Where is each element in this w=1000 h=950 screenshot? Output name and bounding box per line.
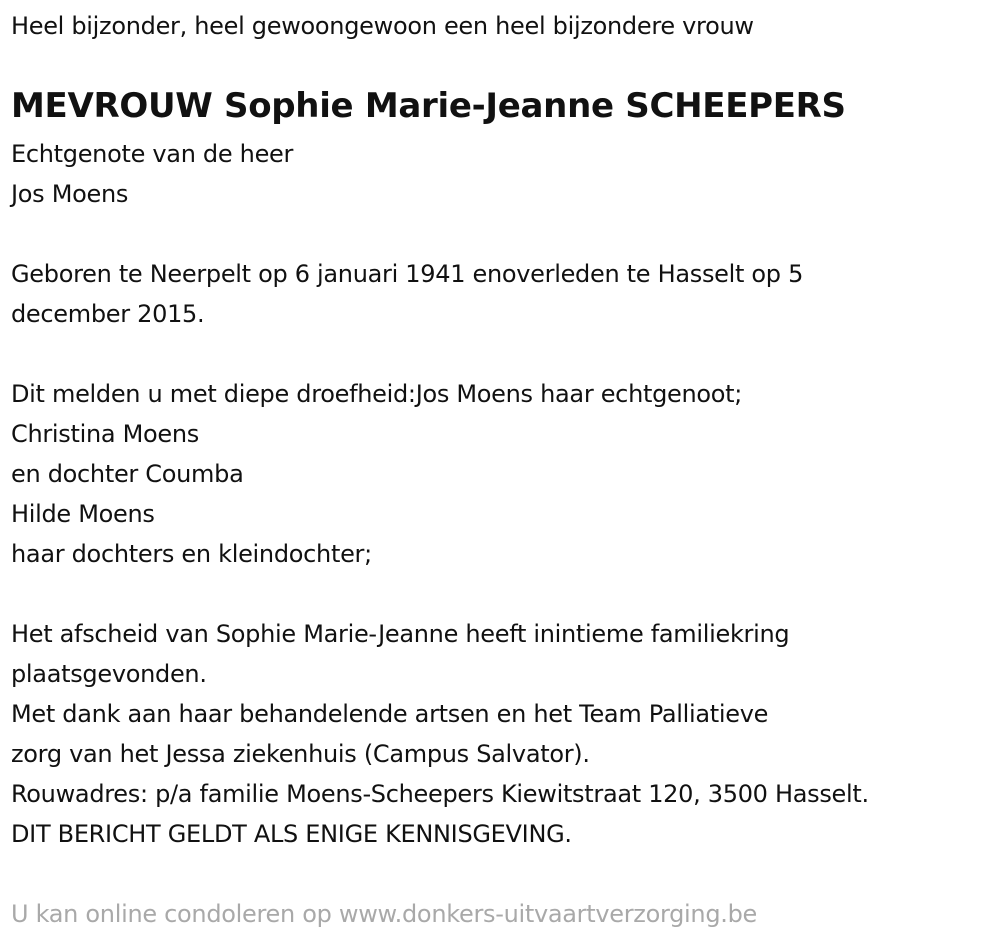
birth-death-line: Geboren te Neerpelt op 6 januari 1941 enoverleden te Hasselt op 5 xyxy=(11,260,804,288)
deceased-name: MEVROUW Sophie Marie-Jeanne SCHEEPERS xyxy=(11,86,846,126)
online-condolence-footer: U kan online condoleren op www.donkers-uitvaartverzorging.be xyxy=(11,900,757,928)
spouse-line: Echtgenote van de heer xyxy=(11,140,294,168)
family-line: haar dochters en kleindochter; xyxy=(11,540,372,568)
farewell-line: zorg van het Jessa ziekenhuis (Campus Salvator). xyxy=(11,740,590,768)
tagline: Heel bijzonder, heel gewoongewoon een heel bijzondere vrouw xyxy=(11,12,754,40)
farewell-line: Met dank aan haar behandelende artsen en het Team Palliatieve xyxy=(11,700,769,728)
family-line: Hilde Moens xyxy=(11,500,155,528)
birth-death-section xyxy=(11,254,803,334)
family-line: Christina Moens xyxy=(11,420,200,448)
family-line: en dochter Coumba xyxy=(11,460,244,488)
family-section xyxy=(11,374,742,574)
spouse-line: Jos Moens xyxy=(11,180,129,208)
mourning-address: Rouwadres: p/a familie Moens-Scheepers Kiewitstraat 120, 3500 Hasselt. xyxy=(11,780,869,808)
birth-death-line: december 2015. xyxy=(11,300,205,328)
farewell-line: Het afscheid van Sophie Marie-Jeanne heeft inintieme familiekring xyxy=(11,620,790,648)
farewell-section xyxy=(11,614,869,854)
family-line: Dit melden u met diepe droefheid:Jos Moens haar echtgenoot; xyxy=(11,380,743,408)
spouse-section xyxy=(11,134,293,214)
farewell-line: plaatsgevonden. xyxy=(11,660,207,688)
official-notice-line: DIT BERICHT GELDT ALS ENIGE KENNISGEVING. xyxy=(11,820,572,848)
